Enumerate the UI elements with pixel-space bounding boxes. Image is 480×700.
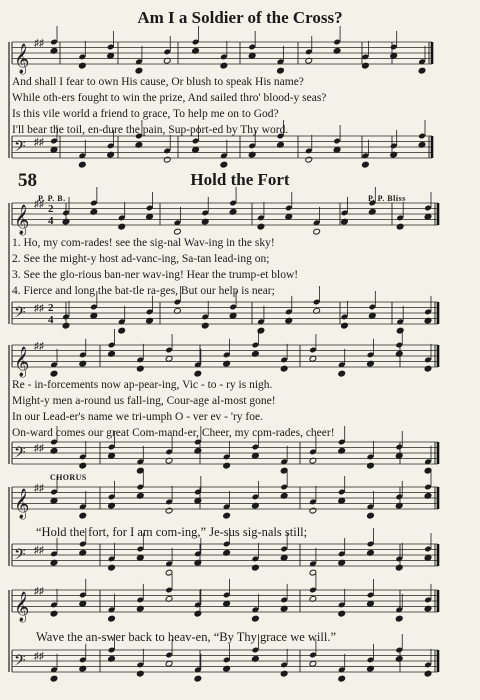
notehead bbox=[424, 670, 432, 677]
time-signature-top: 2 bbox=[48, 302, 54, 314]
notehead bbox=[163, 156, 171, 163]
sharp-icon: ♯♯ bbox=[34, 341, 44, 352]
notehead bbox=[424, 213, 432, 220]
notehead bbox=[201, 322, 209, 329]
lyric-line: 2. See the might-y host ad-vanc-ing, Sa-tan lead-ing on; bbox=[12, 253, 270, 265]
notehead bbox=[50, 675, 58, 682]
notehead bbox=[194, 370, 202, 377]
lyric-line: Re - in-forcements now ap-pear-ing, Vic - to - ry is nigh. bbox=[12, 379, 273, 391]
chorus-lyric-line: “Hold the fort, for I am com-ing,” Je-sus sig-nals still; bbox=[36, 525, 308, 539]
time-signature-bottom: 4 bbox=[48, 215, 54, 227]
lyric-line: Is this vile world a friend to grace, To help me on to God? bbox=[12, 108, 279, 120]
notehead bbox=[79, 512, 87, 519]
notehead bbox=[62, 322, 70, 329]
notehead bbox=[280, 670, 288, 677]
notehead bbox=[338, 370, 346, 377]
notehead bbox=[50, 370, 58, 377]
notehead bbox=[194, 497, 202, 504]
sharp-icon: ♯♯ bbox=[34, 303, 44, 314]
treble-clef-icon: 𝄞 bbox=[14, 347, 30, 377]
notehead bbox=[194, 675, 202, 682]
lyric-line: 1. Ho, my com-rades! see the sig-nal Wav-ing in the sky! bbox=[12, 237, 275, 249]
notehead bbox=[309, 355, 317, 362]
notehead bbox=[79, 462, 87, 469]
words-credit: P. P. B. bbox=[38, 194, 66, 203]
notehead bbox=[50, 146, 58, 153]
notehead bbox=[395, 452, 403, 459]
notehead bbox=[362, 62, 370, 69]
notehead bbox=[333, 146, 341, 153]
lyric-line: I'll bear the toil, en-dure the pain, Sup-port-ed by Thy word. bbox=[12, 124, 289, 136]
lyric-line: On-ward comes our great Com-mand-er, Cheer, my com-rades, cheer! bbox=[12, 427, 335, 439]
music-credit: P. P. Bliss bbox=[368, 194, 406, 203]
notehead bbox=[79, 600, 87, 607]
notehead bbox=[108, 564, 116, 571]
notehead bbox=[252, 452, 260, 459]
lyric-line: While oth-ers fought to win the prize, And sailed thro' blood-y seas? bbox=[12, 92, 327, 104]
treble-clef-icon: 𝄞 bbox=[14, 44, 30, 74]
notehead bbox=[368, 312, 376, 319]
lyric-line: 4. Fierce and long the bat-tle ra-ges, But our help is near; bbox=[12, 285, 275, 297]
sharp-icon: ♯♯ bbox=[34, 199, 44, 210]
hymn-number: 58 bbox=[18, 170, 37, 191]
lyric-line: Might-y men a-round us fall-ing, Cour-age al-most gone! bbox=[12, 395, 276, 407]
notehead bbox=[338, 610, 346, 617]
sharp-icon: ♯♯ bbox=[34, 443, 44, 454]
time-signature-bottom: 4 bbox=[48, 314, 54, 326]
notehead bbox=[165, 660, 173, 667]
notehead bbox=[136, 670, 144, 677]
sharp-icon: ♯♯ bbox=[34, 483, 44, 494]
sharp-icon: ♯♯ bbox=[34, 651, 44, 662]
notehead bbox=[367, 462, 375, 469]
hymn-title-hold-the-fort: Hold the Fort bbox=[190, 170, 290, 189]
notehead bbox=[90, 312, 98, 319]
notehead bbox=[285, 213, 293, 220]
hymn-title-am-i-a-soldier: Am I a Soldier of the Cross? bbox=[137, 8, 343, 27]
notehead bbox=[174, 228, 182, 235]
notehead bbox=[309, 660, 317, 667]
notehead bbox=[309, 507, 317, 514]
notehead bbox=[277, 67, 285, 74]
bass-clef-icon: 𝄢 bbox=[14, 652, 26, 673]
notehead bbox=[78, 62, 86, 69]
notehead bbox=[192, 146, 200, 153]
sharp-icon: ♯♯ bbox=[34, 38, 44, 49]
notehead bbox=[280, 365, 288, 372]
notehead bbox=[136, 365, 144, 372]
bass-clef-icon: 𝄢 bbox=[14, 304, 26, 325]
sharp-icon: ♯♯ bbox=[34, 137, 44, 148]
bass-clef-icon: 𝄢 bbox=[14, 444, 26, 465]
notehead bbox=[338, 675, 346, 682]
notehead bbox=[390, 52, 398, 59]
notehead bbox=[229, 312, 237, 319]
notehead bbox=[424, 365, 432, 372]
treble-clef-icon: 𝄞 bbox=[14, 592, 30, 622]
notehead bbox=[248, 52, 256, 59]
notehead bbox=[338, 497, 346, 504]
notehead bbox=[107, 52, 115, 59]
notehead bbox=[220, 161, 228, 168]
notehead bbox=[280, 554, 288, 561]
notehead bbox=[135, 67, 143, 74]
sharp-icon: ♯♯ bbox=[34, 586, 44, 597]
notehead bbox=[395, 564, 403, 571]
notehead bbox=[118, 327, 126, 334]
bass-clef-icon: 𝄢 bbox=[14, 138, 26, 159]
notehead bbox=[424, 554, 432, 561]
lyric-line: In our Lead-er's name we tri-umph O - ver ev - 'ry foe. bbox=[12, 411, 263, 423]
chorus-lyric-line: Wave the an-swer back to heav-en, “By Thy grace we will.” bbox=[36, 630, 337, 644]
treble-clef-icon: 𝄞 bbox=[14, 205, 30, 235]
lyric-line: And shall I fear to own His cause, Or blush to speak His name? bbox=[12, 76, 304, 88]
notehead bbox=[223, 462, 231, 469]
notehead bbox=[194, 610, 202, 617]
notehead bbox=[118, 223, 126, 230]
notehead bbox=[220, 62, 228, 69]
notehead bbox=[136, 554, 144, 561]
time-signature-top: 2 bbox=[48, 203, 54, 215]
notehead bbox=[223, 600, 231, 607]
notehead bbox=[367, 512, 375, 519]
bass-clef-icon: 𝄢 bbox=[14, 546, 26, 567]
notehead bbox=[341, 322, 349, 329]
notehead bbox=[146, 213, 154, 220]
notehead bbox=[362, 161, 370, 168]
notehead bbox=[78, 161, 86, 168]
notehead bbox=[367, 600, 375, 607]
notehead bbox=[252, 615, 260, 622]
notehead bbox=[223, 512, 231, 519]
notehead bbox=[395, 615, 403, 622]
chorus-label: CHORUS bbox=[50, 473, 87, 482]
notehead bbox=[396, 223, 404, 230]
notehead bbox=[108, 615, 116, 622]
notehead bbox=[252, 564, 260, 571]
notehead bbox=[165, 355, 173, 362]
sharp-icon: ♯♯ bbox=[34, 545, 44, 556]
notehead bbox=[396, 327, 404, 334]
notehead bbox=[50, 497, 58, 504]
notehead bbox=[305, 156, 313, 163]
notehead bbox=[108, 452, 116, 459]
notehead bbox=[418, 67, 426, 74]
treble-clef-icon: 𝄞 bbox=[14, 489, 30, 519]
lyric-line: 3. See the glo-rious ban-ner wav-ing! Hear the trump-et blow! bbox=[12, 269, 299, 281]
notehead bbox=[165, 507, 173, 514]
notehead bbox=[313, 228, 321, 235]
notehead bbox=[50, 610, 58, 617]
notehead bbox=[257, 223, 265, 230]
